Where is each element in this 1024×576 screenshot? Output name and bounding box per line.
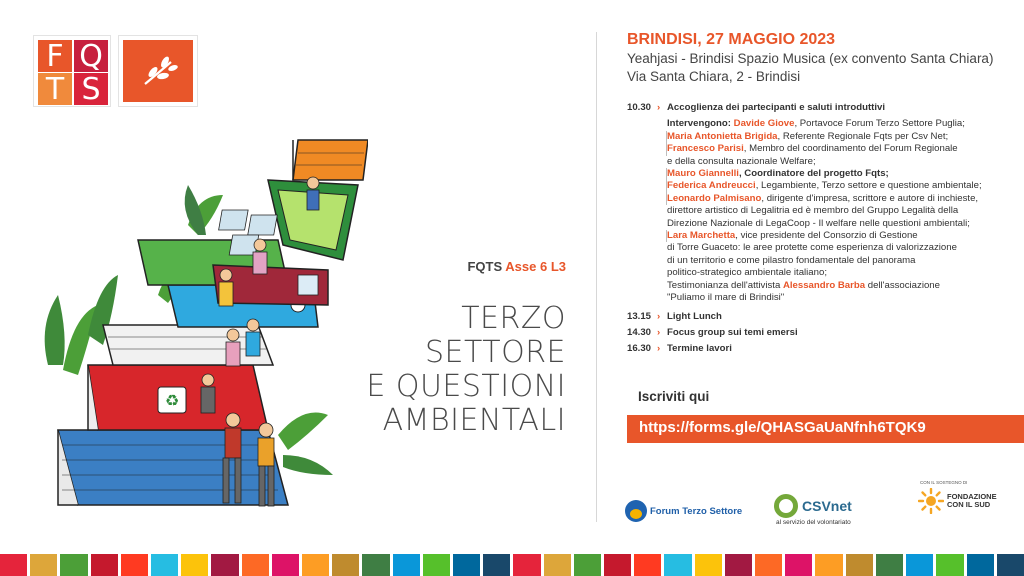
speakers-list	[667, 118, 1007, 304]
title-line-2: SETTORE	[424, 335, 566, 370]
speaker-line: Maria Antonietta Brigida, Referente Regionale Fqts per Csv Net;	[666, 131, 1007, 143]
color-stripe	[423, 554, 450, 576]
speaker-name: Lara Marchetta	[667, 230, 736, 242]
color-stripe	[574, 554, 601, 576]
book-blue-bottom	[58, 430, 288, 505]
program-item	[627, 327, 1007, 339]
books-stairs-illustration	[28, 35, 368, 530]
title-line-1: TERZO	[461, 301, 566, 336]
forum-terzo-settore-logo	[625, 500, 742, 522]
program-label: Focus group sui temi emersi	[667, 326, 798, 338]
csvnet-logo	[774, 494, 852, 526]
speaker-name: Federica Andreucci	[667, 180, 756, 192]
color-stripe	[211, 554, 238, 576]
speaker-name: Davide Giove	[733, 118, 795, 130]
color-stripe	[91, 554, 118, 576]
logo-letter-s: S	[74, 73, 108, 105]
fcs-name-1: FONDAZIONE	[947, 492, 997, 501]
program-label: Termine lavori	[667, 343, 732, 355]
speaker-line: politico-strategico ambientale italiano;	[667, 267, 827, 279]
chevron-right-icon: ›	[657, 343, 661, 355]
color-stripe	[936, 554, 963, 576]
program-item	[627, 311, 1007, 323]
speaker-line: "Puliamo il mare di Brindisi"	[667, 292, 785, 304]
project-axis: Asse 6 L3	[505, 259, 566, 274]
speaker-name: Leonardo Palmisano	[667, 192, 762, 204]
color-stripe	[634, 554, 661, 576]
color-stripe	[393, 554, 420, 576]
color-stripe	[30, 554, 57, 576]
color-stripe	[604, 554, 631, 576]
speaker-name: Francesco Parisi	[667, 143, 744, 155]
speaker-line: Federica Andreucci, Legambiente, Terzo settore e questione ambientale;	[666, 180, 1007, 192]
program-time: 10.30	[627, 102, 652, 113]
project-label	[420, 259, 566, 274]
color-stripe	[755, 554, 782, 576]
speaker-line: di un territorio e come pilastro fondamentale del panorama	[667, 254, 916, 266]
color-stripe	[906, 554, 933, 576]
fondazione-con-il-sud-logo	[918, 480, 997, 514]
fcs-name-2: CON IL SUD	[947, 500, 991, 509]
color-stripe	[725, 554, 752, 576]
color-stripe	[453, 554, 480, 576]
chevron-right-icon: ›	[657, 310, 661, 322]
speaker-line: direttore artistico di Legalitria ed è membro del Gruppo Legalità della	[667, 205, 959, 217]
color-stripe	[362, 554, 389, 576]
color-stripe	[60, 554, 87, 576]
speaker-line: Francesco Parisi, Membro del coordinamento del Forum Regionale	[666, 143, 1007, 155]
color-stripe	[967, 554, 994, 576]
color-stripe	[695, 554, 722, 576]
program-time: 14.30	[627, 326, 652, 338]
title-line-4: AMBIENTALI	[382, 403, 566, 438]
color-stripe	[846, 554, 873, 576]
speaker-line: Leonardo Palmisano, dirigente d'impresa, scrittore e autore di inchieste,	[666, 193, 1007, 205]
speaker-name: Alessandro Barba	[782, 279, 866, 291]
color-stripe	[181, 554, 208, 576]
title-line-3: E QUESTIONI	[366, 369, 566, 404]
color-stripe	[785, 554, 812, 576]
program-list	[627, 102, 1007, 360]
signup-label: Iscriviti qui	[638, 389, 710, 404]
color-stripe	[121, 554, 148, 576]
speaker-line: Lara Marchetta, vice presidente del Consorzio di Gestione	[666, 230, 1007, 242]
speaker-line: Direzione Nazionale di LegaCoop - Il welfare nelle questioni ambientali;	[667, 217, 970, 229]
speaker-line: Mauro Giannelli, Coordinatore del progetto Fqts;	[666, 168, 1007, 180]
forum-logo-icon	[625, 500, 647, 522]
book-orange	[293, 140, 368, 180]
color-stripe	[272, 554, 299, 576]
project-prefix: FQTS	[467, 259, 503, 274]
csvnet-tagline: al servizio del volontariato	[776, 519, 851, 526]
program-item	[627, 102, 1007, 114]
speaker-name: Mauro Giannelli	[667, 168, 739, 180]
program-item	[627, 343, 1007, 355]
color-stripe	[0, 554, 27, 576]
event-title	[360, 302, 566, 438]
event-date: BRINDISI, 27 MAGGIO 2023	[627, 31, 836, 48]
fcs-support-label: CON IL SOSTEGNO DI	[920, 480, 968, 485]
logo-letter-f: F	[38, 40, 72, 72]
speaker-line: e della consulta nazionale Welfare;	[667, 155, 816, 167]
forum-logo-text: Forum Terzo Settore	[650, 505, 743, 517]
divider-line	[596, 32, 597, 522]
speaker-line: Testimonianza dell'attivista Alessandro Barba dell'associazione	[667, 279, 940, 291]
chevron-right-icon: ›	[657, 326, 661, 338]
program-label: Accoglienza dei partecipanti e saluti introduttivi	[667, 102, 886, 113]
color-stripe	[242, 554, 269, 576]
csvnet-logo-icon	[774, 494, 798, 518]
program-time: 13.15	[627, 310, 652, 322]
color-stripe	[151, 554, 178, 576]
speaker-line: Intervengono: Davide Giove, Portavoce Forum Terzo Settore Puglia;	[667, 118, 965, 130]
chevron-right-icon: ›	[657, 102, 661, 113]
color-stripe	[876, 554, 903, 576]
csvnet-name: CSVnet	[802, 498, 852, 514]
speaker-name: Maria Antonietta Brigida	[667, 130, 778, 142]
program-label: Light Lunch	[667, 310, 722, 322]
color-stripe	[664, 554, 691, 576]
program-time: 16.30	[627, 343, 652, 355]
color-stripe	[815, 554, 842, 576]
svg-text:♻: ♻	[164, 391, 180, 410]
color-stripe	[544, 554, 571, 576]
color-stripe	[997, 554, 1024, 576]
event-address: Via Santa Chiara, 2 - Brindisi	[627, 69, 801, 84]
color-stripe	[332, 554, 359, 576]
speaker-line: di Torre Guaceto: le aree protette come esperienza di valorizzazione	[667, 242, 957, 254]
sun-icon	[918, 488, 944, 514]
signup-link[interactable]: https://forms.gle/QHASGaUaNfnh6TQK9	[639, 419, 926, 436]
color-stripe	[513, 554, 540, 576]
book-red	[88, 365, 268, 430]
color-stripe	[302, 554, 329, 576]
color-stripes-footer	[0, 554, 1024, 576]
event-venue: Yeahjasi - Brindisi Spazio Musica (ex convento Santa Chiara)	[627, 51, 994, 66]
logo-letter-q: Q	[74, 40, 108, 72]
color-stripe	[483, 554, 510, 576]
logo-letter-t: T	[38, 73, 72, 105]
